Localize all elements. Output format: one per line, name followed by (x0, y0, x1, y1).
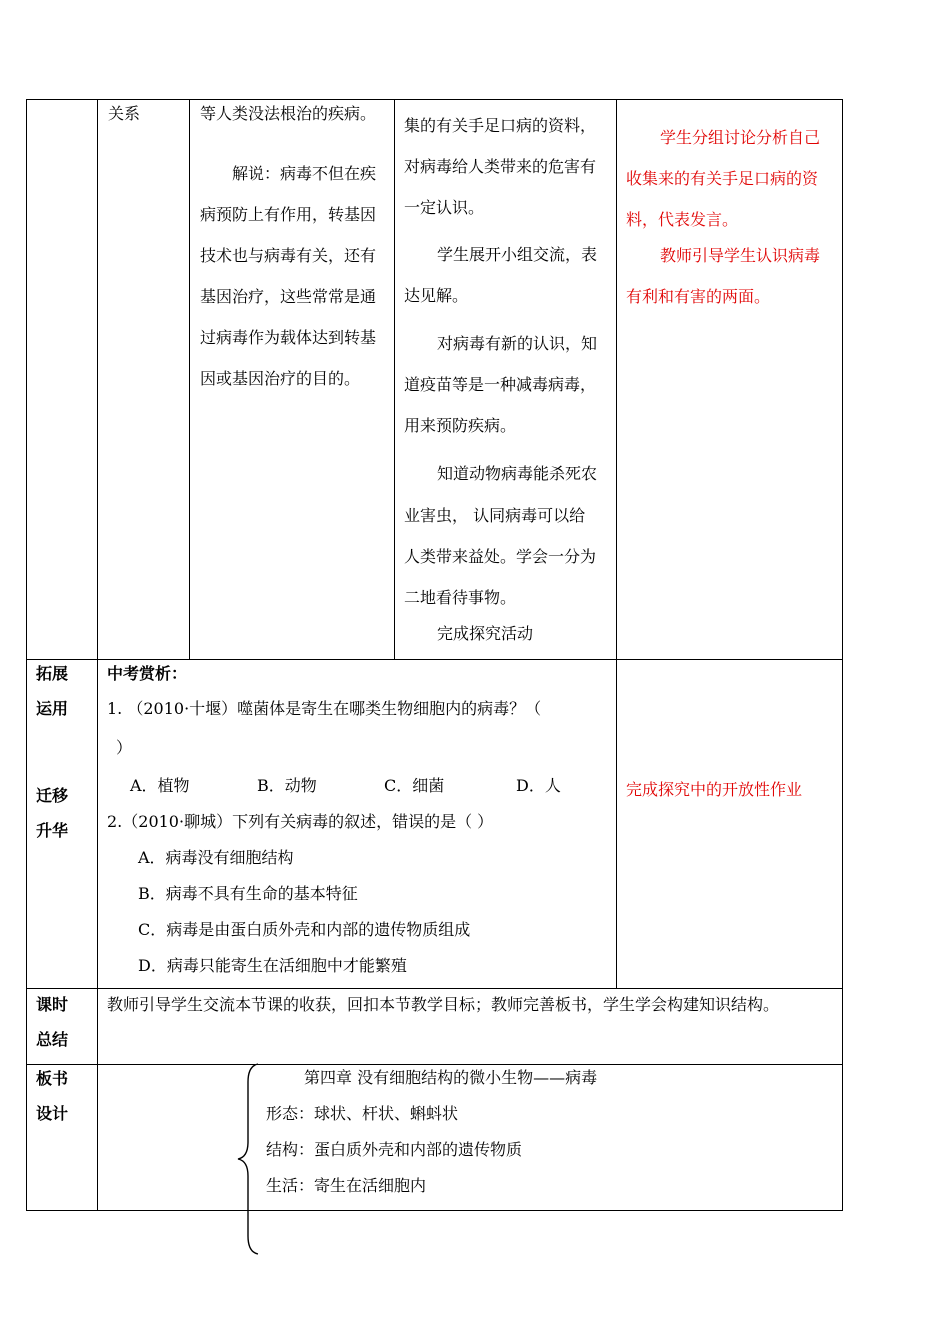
col-divider-4 (616, 99, 617, 989)
row1-col2-line: 等人类没法根治的疾病。 (200, 104, 377, 123)
table-border-top (26, 99, 843, 100)
row4-label-line: 板书 (36, 1069, 69, 1088)
col-divider-1 (97, 99, 98, 1211)
exam-heading: 中考赏析： (107, 664, 188, 683)
question-2: 2.（2010·聊城）下列有关病毒的叙述，错误的是（ ） (107, 812, 494, 831)
question-1-option: B．动物 (257, 776, 317, 795)
row1-col3-line: 一定认识。 (404, 198, 485, 217)
question-1-tail: ） (116, 738, 133, 757)
table-border-right (842, 99, 843, 1211)
row3-label-line: 总结 (36, 1030, 69, 1049)
row1-col2-line: 因或基因治疗的目的。 (200, 369, 361, 388)
question-2-option: D．病毒只能寄生在活细胞中才能繁殖 (138, 956, 407, 975)
row-divider-2 (26, 988, 843, 989)
row-divider-3 (26, 1064, 843, 1065)
question-2-option: C．病毒是由蛋白质外壳和内部的遗传物质组成 (138, 920, 471, 939)
row3-label-line: 课时 (36, 995, 69, 1014)
board-item: 生活：寄生在活细胞内 (266, 1176, 427, 1195)
row1-col2-line: 过病毒作为载体达到转基 (200, 328, 377, 347)
question-2-option: B．病毒不具有生命的基本特征 (138, 884, 358, 903)
question-1: 1. （2010·十堰）噬菌体是寄生在哪类生物细胞内的病毒？（ (107, 699, 542, 718)
row1-col1-text: 关系 (108, 104, 141, 123)
board-item: 结构：蛋白质外壳和内部的遗传物质 (266, 1140, 523, 1159)
brace-icon (234, 1062, 264, 1256)
row1-col4-line: 学生分组讨论分析自己 (660, 128, 821, 147)
row2-label-line: 迁移 (36, 786, 69, 805)
row1-col3-line: 道疫苗等是一种减毒病毒， (404, 375, 597, 394)
row1-col3-line: 业害虫， 认同病毒可以给 (404, 506, 586, 525)
question-1-option: C．细菌 (384, 776, 445, 795)
col-divider-2 (189, 99, 190, 660)
row1-col3-line: 达见解。 (404, 286, 469, 305)
row1-col3-line: 二地看待事物。 (404, 588, 517, 607)
row4-label-line: 设计 (36, 1104, 69, 1123)
summary-text: 教师引导学生交流本节课的收获，回扣本节教学目标；教师完善板书，学生学会构建知识结构。 (107, 995, 780, 1014)
row1-col2-line: 病预防上有作用，转基因 (200, 205, 377, 224)
question-1-option: D．人 (516, 776, 561, 795)
row2-label-line: 升华 (36, 821, 69, 840)
table-border-left (26, 99, 27, 1211)
row-divider-1 (26, 659, 843, 660)
row2-label-line: 拓展 (36, 664, 69, 683)
table-border-bottom (26, 1210, 843, 1211)
row2-label-line: 运用 (36, 699, 69, 718)
row1-col3-line: 人类带来益处。学会一分为 (404, 547, 597, 566)
row1-col4-line: 收集来的有关手足口病的资 (626, 169, 819, 188)
row1-col3-line: 对病毒给人类带来的危害有 (404, 157, 597, 176)
row1-col3-line: 对病毒有新的认识，知 (437, 334, 598, 353)
question-2-option: A．病毒没有细胞结构 (138, 848, 294, 867)
row1-col3-line: 学生展开小组交流，表 (437, 245, 598, 264)
board-title: 第四章 没有细胞结构的微小生物——病毒 (304, 1068, 598, 1087)
row1-col3-line: 集的有关手足口病的资料， (404, 116, 597, 135)
row1-col3-line: 知道动物病毒能杀死农 (437, 464, 598, 483)
row1-col2-line: 技术也与病毒有关，还有 (200, 246, 377, 265)
row1-col4-line: 教师引导学生认识病毒 (660, 246, 821, 265)
col-divider-3 (394, 99, 395, 660)
row2-right-text: 完成探究中的开放性作业 (626, 780, 803, 799)
row1-col4-line: 料，代表发言。 (626, 210, 739, 229)
board-item: 形态：球状、杆状、蝌蚪状 (266, 1104, 459, 1123)
question-1-option: A．植物 (130, 776, 190, 795)
row1-col2-line: 基因治疗，这些常常是通 (200, 287, 377, 306)
row1-col2-line: 解说：病毒不但在疾 (232, 164, 377, 183)
row1-col4-line: 有利和有害的两面。 (626, 287, 771, 306)
row1-col3-line: 完成探究活动 (437, 624, 534, 643)
row1-col3-line: 用来预防疾病。 (404, 416, 517, 435)
